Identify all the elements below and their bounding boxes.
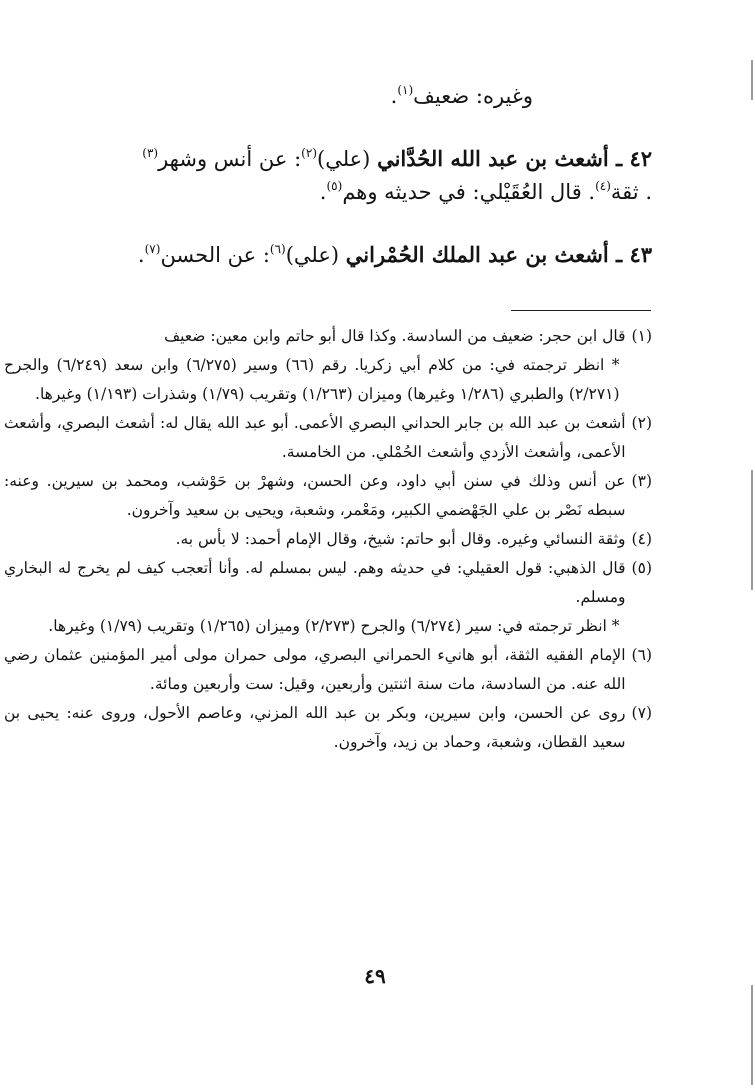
footnote-number: (١) [631,327,652,345]
entry-text: . قال العُقَيْلي: في حديثه وهم [342,180,596,204]
narrator-name: أشعث بن عبد الله الحُدَّاني [377,146,609,171]
footnotes [4,322,652,757]
footnote-number: (٧) [631,704,652,722]
footnote-4 [4,525,652,554]
footnote-5 [4,554,652,641]
scan-edge-mark [751,470,753,590]
footnote-ref[interactable]: (١) [397,83,414,97]
footnote-ref[interactable]: (٤) [595,179,611,193]
entry-text: . [137,243,145,267]
entry-42-line-1: ٤٢ ـ أشعث بن عبد الله الحُدَّاني (علي)$^{(٢)}$: عن أنس وشهر$^{(٣)}$ [142,146,652,171]
footnote-6 [4,641,652,699]
page-number: ٤٩ [364,964,386,988]
source-tag: (علي) [285,243,340,267]
prev-entry-end: . [390,84,398,108]
source-tag: (علي) [317,147,371,171]
footnote-separator [511,310,651,311]
footnote-text: الإمام الفقيه الثقة، أبو هانيء الحمراني البصري، مولى حمران مولى أمير المؤمنين عثمان رضي الله عنه. من السادسة، مات سنة اثنتين وأربعين، وقيل: ست وأربعين ومائة. [4,646,626,693]
footnote-text: عن أنس وذلك في سنن أبي داود، وعن الحسن، وشهرْ بن حَوْشب، ومحمد بن سيرين. وعنه: سبطه نَصْر بن علي الجَهْضمي الكبير، ومَعْمر، وشعبة، ويحيى بن سعيد وآخرون. [4,472,626,519]
footnote-text: روى عن الحسن، وابن سيرين، وبكر بن عبد الله المزني، وعاصم الأحول، وروى عنه: يحيى بن سعيد القطان، وشعبة، وحماد بن زيد، وآخرون. [4,704,626,751]
footnote-text: أشعث بن عبد الله بن جابر الحداني البصري الأعمى. أبو عبد الله يقال له: أشعث البصري، وأشعث الأعمى، وأشعث الأزدي وأشعث الحُمْلي. من الخامسة. [4,414,626,461]
footnote-ref[interactable]: (٥) [326,179,343,193]
footnote-text: قال ابن حجر: ضعيف من السادسة. وكذا قال أبو حاتم وابن معين: ضعيف [164,327,626,345]
scan-edge-mark [751,985,753,1085]
entry-number: ٤٣ [629,242,652,267]
footnote-ref[interactable]: (٧) [144,242,161,256]
scan-edge-mark [751,60,753,100]
entry-text: : عن الحسن [160,243,270,267]
footnote-7 [4,699,652,757]
prev-entry-text: وغيره: ضعيف [413,84,533,108]
footnote-text: وثقة النسائي وغيره. وقال أبو حاتم: شيخ، وقال الإمام أحمد: لا بأس به. [175,530,626,548]
footnote-reference-list: * انظر ترجمته في: سير (٦/٢٧٤) والجرح (٢/٢٧٣) وميزان (١/٢٦٥) وتقريب (١/٧٩) وغيرها. [48,617,620,635]
footnote-number: (٢) [631,414,652,432]
footnote-ref[interactable]: (٣) [142,146,159,160]
footnote-number: (٣) [631,472,652,490]
entry-43-line: ٤٣ ـ أشعث بن عبد الملك الحُمْراني (علي)$^{(٦)}$: عن الحسن$^{(٧)}$. [137,242,652,267]
entry-number: ٤٢ [629,146,652,171]
entry-text: . ثقة [610,180,652,204]
footnote-ref[interactable]: (٦) [269,242,286,256]
footnote-2 [4,409,652,467]
footnote-number: (٤) [631,530,652,548]
narrator-name: أشعث بن عبد الملك الحُمْراني [345,242,609,267]
entry-text: . [319,180,327,204]
entry-text: : عن أنس وشهر [158,147,302,171]
footnote-ref[interactable]: (٢) [301,146,317,160]
footnote-reference-list: * انظر ترجمته في: من كلام أبي زكريا. رقم (٦٦) وسير (٦/٢٧٥) وابن سعد (٦/٢٤٩) والجرح (٢/٢٧١) والطبري (١/٢٨٦ وغيرها) وميزان (١/٢٦٣) وتقريب (١/٧٩) وشذرات (١/١٩٣) وغيرها. [4,356,620,403]
footnote-number: (٦) [631,646,652,664]
prev-entry-line [13,84,533,108]
footnote-text: قال الذهبي: قول العقيلي: في حديثه وهم. ليس بمسلم له. وأنا أتعجب كيف لم يخرج له البخاري ومسلم. [4,559,626,606]
entry-42-line-2 [12,180,652,204]
footnote-number: (٥) [631,559,652,577]
footnote-1 [4,322,652,409]
footnote-3 [4,467,652,525]
